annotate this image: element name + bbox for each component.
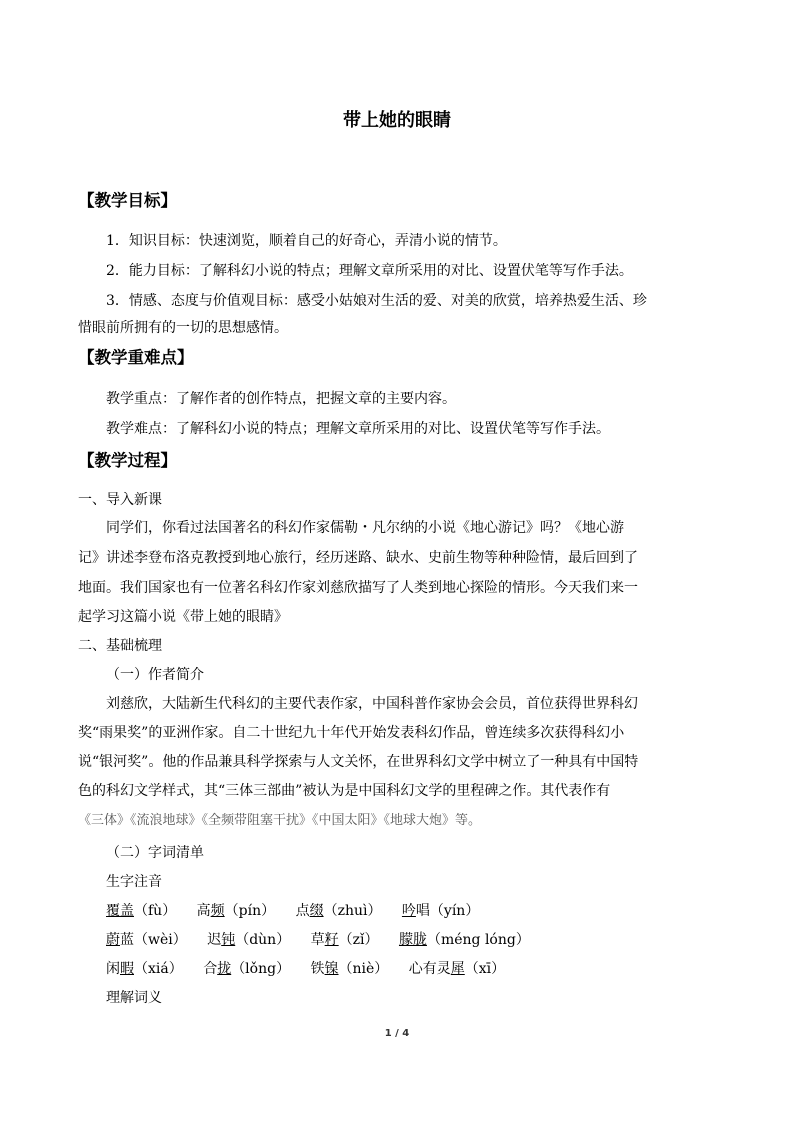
vocab-row-3 (106, 959, 521, 979)
author-paragraph-line-5: 《三体》《流浪地球》《全频带阻塞干扰》《中国太阳》《地球大炮》等。 (78, 813, 482, 828)
intro-paragraph-line-1: 同学们，你看过法国著名的科幻作家儒勒・凡尔纳的小说《地心游记》吗？《地心游 (106, 520, 624, 536)
vocab-term: 点缀（zhuì） (295, 903, 382, 919)
page-number: 1 / 4 (384, 1028, 410, 1039)
section-heading-keypoints: 【教学重难点】 (78, 348, 194, 367)
word-meaning-heading: 理解词义 (106, 990, 162, 1006)
author-paragraph-line-3: 说“银河奖”。他的作品兼具科学探索与人文关怀，在世界科幻文学中树立了一种具有中国特 (78, 754, 639, 770)
subsection-author-heading: （一）作者简介 (106, 667, 204, 683)
vocab-term: 铁镍（niè） (310, 961, 389, 977)
vocab-term: 覆盖（fù） (106, 903, 177, 919)
process-part-1-heading: 一、导入新课 (78, 492, 162, 508)
pronunciation-heading: 生字注音 (106, 874, 162, 890)
vocab-term: 朦胧（méng lóng） (398, 932, 530, 948)
vocab-term: 迟钝（dùn） (207, 932, 291, 948)
key-focus: 教学重点：了解作者的创作特点，把握文章的主要内容。 (106, 391, 456, 407)
vocab-term: 闲暇（xiá） (106, 961, 183, 977)
intro-paragraph-line-3: 地面。我们国家也有一位著名科幻作家刘慈欣描写了人类到地心探险的情形。今天我们来一 (78, 580, 638, 596)
goal-item-3-line-2: 惜眼前所拥有的一切的思想感情。 (78, 320, 288, 336)
vocab-row-2 (106, 930, 546, 950)
process-part-2-heading: 二、基础梳理 (78, 638, 162, 654)
intro-paragraph-line-4: 起学习这篇小说《带上她的眼睛》 (78, 609, 288, 625)
goal-item-2: 2．能力目标：了解科幻小说的特点；理解文章所采用的对比、设置伏笔等写作手法。 (106, 263, 633, 279)
goal-item-3-line-1: 3．情感、态度与价值观目标：感受小姑娘对生活的爱、对美的欣赏，培养热爱生活、珍 (106, 293, 647, 309)
document-title: 带上她的眼睛 (343, 110, 451, 131)
author-paragraph-line-1: 刘慈欣，大陆新生代科幻的主要代表作家，中国科普作家协会会员，首位获得世界科幻 (106, 696, 638, 712)
vocab-term: 合拢（lǒng） (203, 961, 291, 977)
vocab-row-1 (106, 901, 495, 921)
author-paragraph-line-4: 色的科幻文学样式，其“三体三部曲”被认为是中国科幻文学的里程碑之作。其代表作有 (78, 783, 611, 799)
section-heading-goals: 【教学目标】 (78, 191, 177, 210)
key-difficulty: 教学难点：了解科幻小说的特点；理解文章所采用的对比、设置伏笔等写作手法。 (106, 421, 610, 437)
subsection-vocab-heading: （二）字词清单 (106, 845, 204, 861)
section-heading-process: 【教学过程】 (78, 451, 177, 470)
vocab-term: 高频（pín） (196, 903, 276, 919)
vocab-term: 吟唱（yín） (401, 903, 480, 919)
vocab-term: 心有灵犀（xī） (408, 961, 506, 977)
vocab-term: 草籽（zǐ） (310, 932, 379, 948)
goal-item-1: 1．知识目标：快速浏览，顺着自己的好奇心，弄清小说的情节。 (106, 233, 507, 249)
intro-paragraph-line-2: 记》讲述李登布洛克教授到地心旅行，经历迷路、缺水、史前生物等种种险情，最后回到了 (78, 550, 638, 566)
author-paragraph-line-2: 奖“雨果奖”的亚洲作家。自二十世纪九十年代开始发表科幻作品，曾连续多次获得科幻小 (78, 725, 625, 741)
vocab-term: 蔚蓝（wèi） (106, 932, 187, 948)
